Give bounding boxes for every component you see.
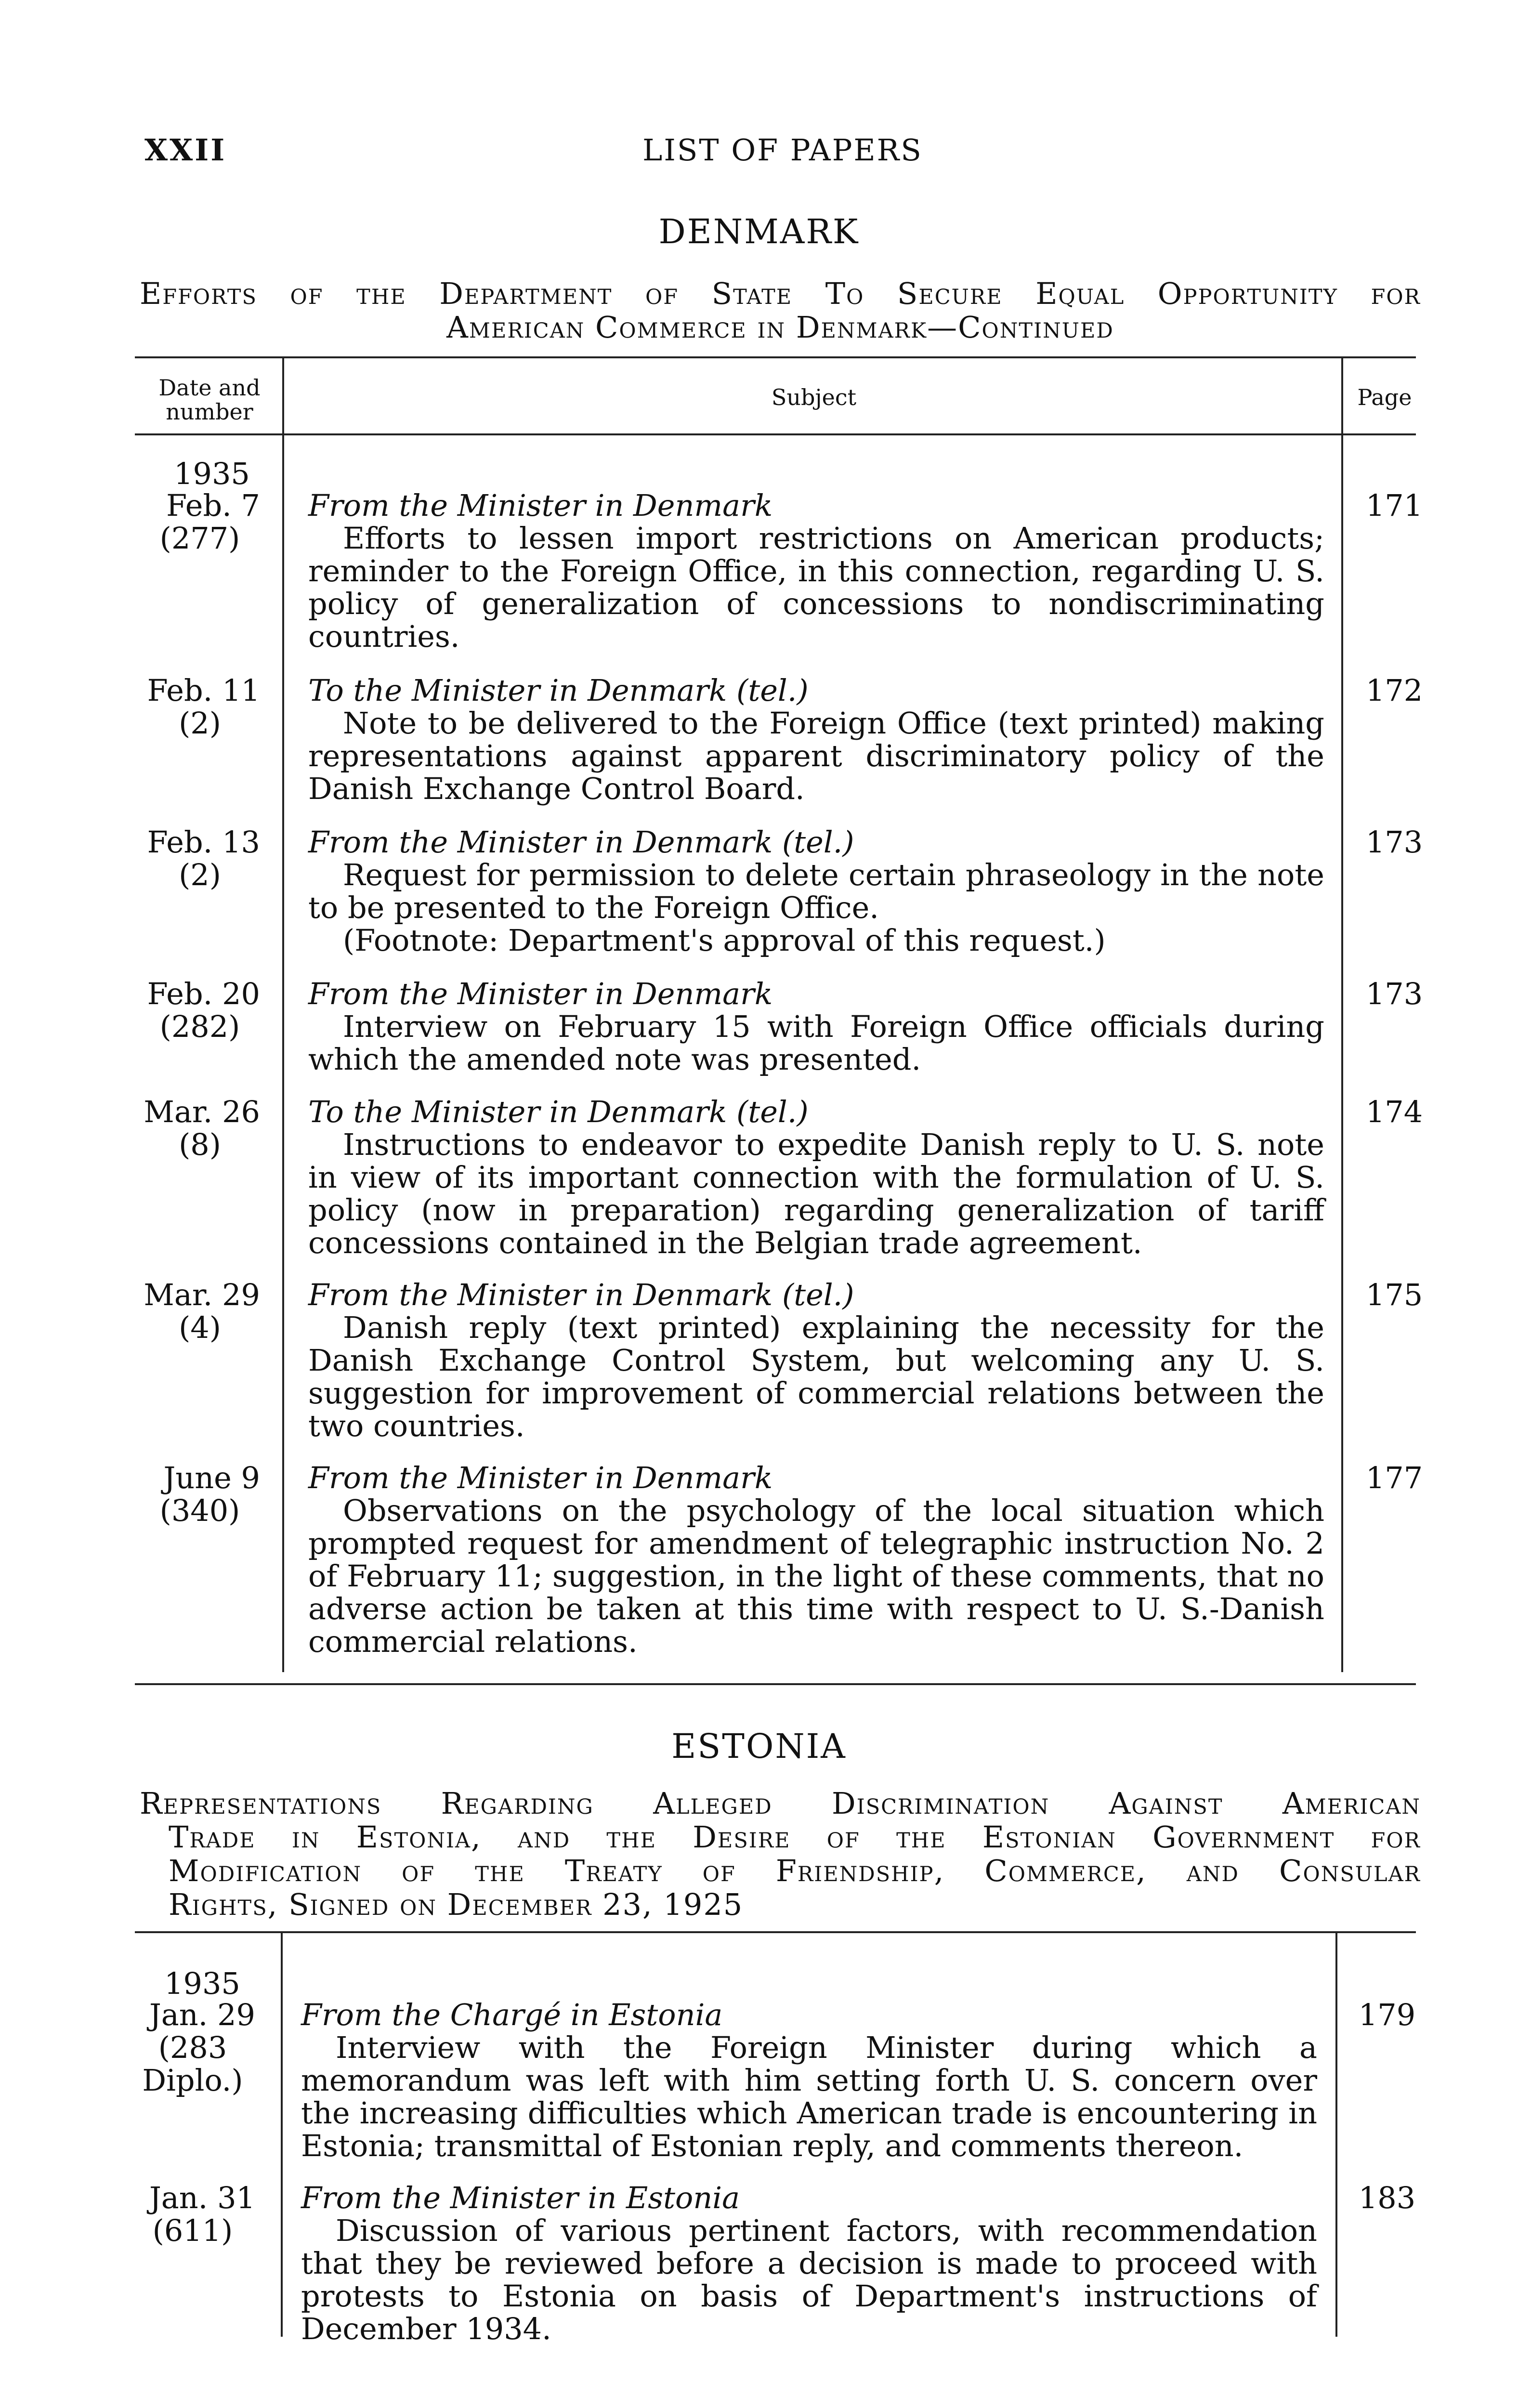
year-label <box>164 458 260 490</box>
table-row-date <box>140 1096 260 1161</box>
country-heading-denmark: DENMARK <box>658 212 860 251</box>
entry-addressee: From the Chargé in Estonia <box>301 1997 723 2032</box>
entry-number: (4) <box>179 1310 221 1345</box>
entry-date: Mar. 29 <box>144 1277 260 1312</box>
country-heading-estonia: ESTONIA <box>671 1727 847 1766</box>
entry-date: June 9 <box>163 1460 260 1495</box>
entry-date: Feb. 11 <box>147 673 260 708</box>
entry-summary: Note to be delivered to the Foreign Office (text printed) making representations against apparent discriminatory policy of the Danish Exchange Control Board. <box>308 706 1324 806</box>
entry-number: (340) <box>159 1493 240 1528</box>
entry-summary: Interview with the Foreign Minister during which a memorandum was left with him setting forth U. S. concern over the increasing difficulties which American trade is encountering in Estonia; transmittal of Estonian reply, and comments thereon. <box>301 2030 1317 2163</box>
entry-footnote: (Footnote: Department's approval of this request.) <box>343 923 1106 958</box>
section-caption-denmark <box>140 277 1421 344</box>
table-row-page: 174 <box>1365 1094 1423 1129</box>
entry-summary: Interview on February 15 with Foreign Office officials during which the amended note was presented. <box>308 1009 1324 1077</box>
table-row-page: 173 <box>1365 824 1423 860</box>
caption-line: American Commerce in Denmark—Continued <box>446 310 1114 345</box>
entry-summary: Observations on the psychology of the local situation which prompted request for amendment of telegraphic instruction No. 2 of February 11; suggestion, in the light of these comments, that no adverse action be taken at this time with respect to U. S.-Danish commercial relations. <box>308 1493 1324 1659</box>
entry-summary: Discussion of various pertinent factors, with recommendation that they be reviewed before a decision is made to proceed with protests to Estonia on basis of Department's instructions of December 1934. <box>301 2213 1317 2346</box>
caption-line: Representations Regarding Alleged Discrimination Against American <box>140 1786 1421 1821</box>
caption-line: Modification of the Treaty of Friendship, Commerce, and Consular <box>169 1853 1421 1888</box>
table-row-subject <box>308 1096 1324 1259</box>
column-divider <box>1341 357 1343 1672</box>
column-divider <box>1335 1932 1337 2337</box>
table-row-page: 177 <box>1365 1460 1423 1495</box>
table-row-page: 173 <box>1365 976 1423 1011</box>
table-row-date <box>140 826 260 891</box>
entry-number: (277) <box>159 521 240 556</box>
column-header-subject: Subject <box>771 384 857 410</box>
table-row-page: 183 <box>1358 2180 1416 2215</box>
table-row-date <box>130 1999 255 2097</box>
table-row-date <box>140 1279 260 1344</box>
entry-summary: Instructions to endeavor to expedite Danish reply to U. S. note in view of its important connection with the formulation of U. S. policy (now in preparation) regarding generalization of tariff concessions contained in the Belgian trade agreement. <box>308 1127 1324 1260</box>
entry-summary: Danish reply (text printed) explaining the necessity for the Danish Exchange Control System, but welcoming any U. S. suggestion for improvement of commercial relations between the two countries. <box>308 1310 1324 1443</box>
table-row-date <box>140 978 260 1043</box>
table-row-subject <box>308 978 1324 1076</box>
table-row-subject <box>301 2182 1317 2345</box>
entry-date: Jan. 31 <box>149 2180 255 2215</box>
page-number: XXII <box>144 132 227 168</box>
running-title: LIST OF PAPERS <box>642 132 923 168</box>
entry-addressee: From the Minister in Denmark <box>308 976 773 1011</box>
entry-number: (283 <box>158 2030 227 2065</box>
table-row-date <box>130 2182 255 2247</box>
entry-addressee: To the Minister in Denmark (tel.) <box>308 673 809 708</box>
entry-addressee: From the Minister in Denmark (tel.) <box>308 824 854 860</box>
table-row-subject <box>308 826 1324 957</box>
caption-line: Rights, Signed on December 23, 1925 <box>169 1887 744 1922</box>
column-divider <box>281 1932 283 2337</box>
entry-number: Diplo.) <box>142 2063 243 2098</box>
entry-summary: Request for permission to delete certain phraseology in the note to be presented to the Foreign Office. <box>308 857 1324 925</box>
entry-date: Jan. 29 <box>149 1997 255 2032</box>
table-row-date <box>140 1462 260 1527</box>
table-row-date <box>140 489 260 555</box>
table-row-page: 175 <box>1365 1277 1423 1312</box>
column-header-page: Page <box>1357 384 1412 410</box>
table-row-date <box>140 674 260 740</box>
entry-addressee: From the Minister in Estonia <box>301 2180 740 2215</box>
table-header-rule <box>135 433 1416 435</box>
entry-number: (611) <box>152 2213 233 2248</box>
table-row-subject <box>308 674 1324 805</box>
caption-line: Efforts of the Department of State To Secure Equal Opportunity for <box>140 276 1421 311</box>
entry-number: (8) <box>179 1127 221 1162</box>
entry-addressee: From the Minister in Denmark <box>308 1460 773 1495</box>
running-header <box>144 132 1421 171</box>
table-row-subject <box>308 1462 1324 1658</box>
year: 1935 <box>164 1966 240 2001</box>
table-row-page: 179 <box>1358 1997 1416 2032</box>
table-row-subject <box>308 1279 1324 1442</box>
entry-number: (2) <box>179 857 221 892</box>
column-header-date: Date and number <box>158 375 261 425</box>
entry-addressee: From the Minister in Denmark (tel.) <box>308 1277 854 1312</box>
entry-addressee: From the Minister in Denmark <box>308 488 773 523</box>
table-row-subject <box>301 1999 1317 2162</box>
entry-date: Feb. 7 <box>166 488 260 523</box>
column-divider <box>282 357 284 1672</box>
table-top-rule <box>135 356 1416 358</box>
entry-date: Feb. 20 <box>147 976 260 1011</box>
table-row-page: 172 <box>1365 673 1423 708</box>
section-caption-estonia <box>140 1787 1421 1922</box>
entry-addressee: To the Minister in Denmark (tel.) <box>308 1094 809 1129</box>
entry-number: (282) <box>159 1009 240 1044</box>
table-row-subject <box>308 489 1324 653</box>
entry-date: Mar. 26 <box>144 1094 260 1129</box>
entry-date: Feb. 13 <box>147 824 260 860</box>
caption-line: Trade in Estonia, and the Desire of the Estonian Government for <box>169 1819 1421 1855</box>
table-row-page: 171 <box>1365 488 1423 523</box>
table-top-rule <box>135 1931 1416 1933</box>
table-bottom-rule <box>135 1683 1416 1685</box>
year: 1935 <box>174 456 250 491</box>
entry-number: (2) <box>179 706 221 741</box>
year-label <box>154 1967 250 2000</box>
entry-summary: Efforts to lessen import restrictions on American products; reminder to the Foreign Office, in this connection, regarding U. S. policy of generalization of concessions to nondiscriminating countries. <box>308 521 1324 654</box>
